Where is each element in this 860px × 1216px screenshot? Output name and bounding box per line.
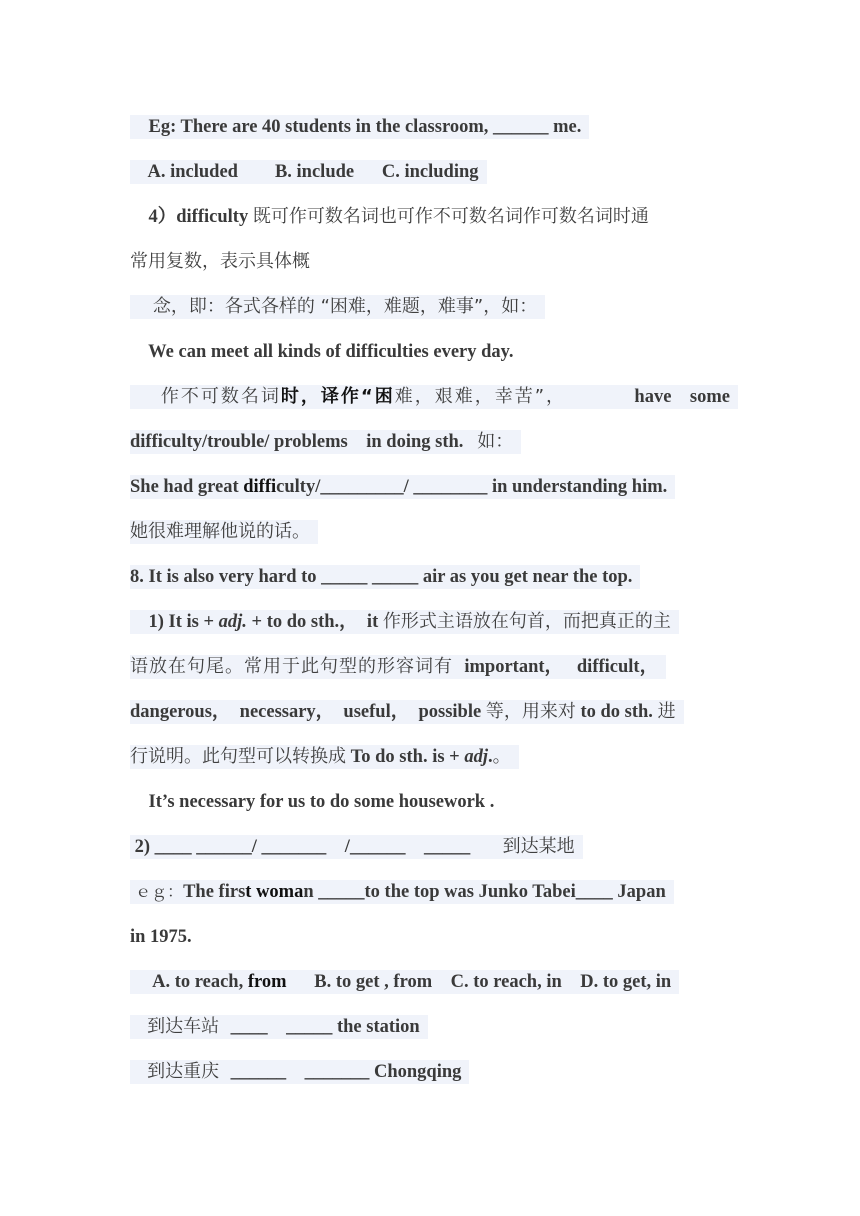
- text-cn: 既可作可数名词也可作不可数名词作可数名词时通: [252, 206, 649, 227]
- text-cn: 语放在句尾。常用于此句型的形容词有: [130, 656, 460, 677]
- text-cn: 到达重庆: [130, 1061, 231, 1082]
- text-dark: t woma: [245, 882, 304, 902]
- text-cn: 进: [657, 701, 676, 722]
- reach-station: [130, 1015, 428, 1039]
- difficulty-example-1: [130, 340, 514, 364]
- text: A. included B. include C. including: [130, 162, 479, 182]
- difficulty-explanation-2: [130, 295, 545, 319]
- difficulty-example-2: [130, 475, 675, 499]
- text: to do sth.: [575, 702, 658, 722]
- answer-options-including: [130, 160, 487, 184]
- pattern-explanation-3: [130, 745, 519, 769]
- text-cn-bold: 时，译作“困: [280, 386, 395, 407]
- text-dark: from: [247, 972, 287, 992]
- text-italic: adj.: [218, 612, 247, 632]
- reach-example-1: [130, 880, 674, 904]
- pattern-explanation-2: [130, 700, 684, 724]
- text: Eg: There are 40 students in the classroom, ______ me.: [130, 117, 582, 137]
- text: in 1975.: [130, 927, 192, 947]
- text: A. to reach,: [130, 972, 248, 992]
- text: n _____to the top was Junko Tabei____ Japan: [303, 882, 666, 902]
- reach-options: [130, 970, 679, 994]
- text-cn: 她很难理解他说的话。: [130, 521, 310, 542]
- difficulty-phrase: [130, 430, 521, 454]
- text-cn: 到达车站: [130, 1016, 231, 1037]
- text: 2) ____ ______/ _______ /______ _____: [130, 837, 503, 857]
- text-cn: 。: [492, 746, 511, 767]
- text: culty/_________/ ________ in understanding him.: [276, 477, 668, 497]
- sentence-8: [130, 565, 640, 589]
- text: It’s necessary for us to do some housework .: [130, 792, 495, 812]
- text: The firs: [183, 882, 246, 902]
- text-cn: 作不可数名词: [130, 386, 281, 407]
- text-cn: 作形式主语放在句首，而把真正的主: [382, 611, 671, 632]
- text: We can meet all kinds of difficulties every day.: [130, 342, 514, 362]
- reach-heading: [130, 835, 583, 859]
- text-group: [130, 385, 566, 409]
- difficulty-explanation-1: [130, 250, 310, 274]
- text: difficulty/trouble/ problems in doing sth.: [130, 432, 478, 452]
- text: She had great: [130, 477, 244, 497]
- text: important， difficult，: [459, 657, 659, 677]
- text: 1) It is +: [130, 612, 219, 632]
- pattern-explanation-1: [130, 655, 666, 679]
- text-italic: adj: [464, 747, 488, 767]
- text: .: [487, 747, 493, 767]
- text-cn: 难，艰难，幸苦”，: [394, 386, 567, 407]
- text-cn: ｅｇ：: [130, 882, 184, 901]
- text-cn: 行说明。此句型可以转换成: [130, 746, 346, 767]
- reach-example-2: [130, 925, 192, 949]
- text: B. to get , from C. to reach, in D. to get, in: [286, 972, 672, 992]
- text: dangerous， necessary， useful， possible: [130, 702, 486, 722]
- text-cn: 如：: [477, 431, 514, 452]
- text-cn: 等，用来对: [485, 701, 576, 722]
- reach-chongqing: [130, 1060, 469, 1084]
- text-cn: 念，即：各式各样的 “困难，难题，难事”，如：: [130, 296, 538, 317]
- text-cn: 常用复数，表示具体概: [130, 251, 310, 272]
- text: ____ _____ the station: [230, 1017, 420, 1037]
- example-sentence-including: [130, 115, 589, 139]
- text: 8. It is also very hard to _____ _____ air as you get near the top.: [130, 567, 633, 587]
- difficulty-uncountable: [130, 385, 738, 409]
- text: have some: [620, 387, 730, 407]
- text-cn: 到达某地: [502, 836, 575, 857]
- pattern-heading: [130, 610, 679, 634]
- text: 4）difficulty: [130, 207, 253, 227]
- text: + to do sth.， it: [246, 612, 383, 632]
- text-dark: diffi: [243, 477, 277, 497]
- pattern-example: [130, 790, 494, 814]
- difficulty-translation: [130, 520, 318, 544]
- text: To do sth. is +: [346, 747, 465, 767]
- text: ______ _______ Chongqing: [230, 1062, 462, 1082]
- difficulty-heading: [130, 205, 649, 229]
